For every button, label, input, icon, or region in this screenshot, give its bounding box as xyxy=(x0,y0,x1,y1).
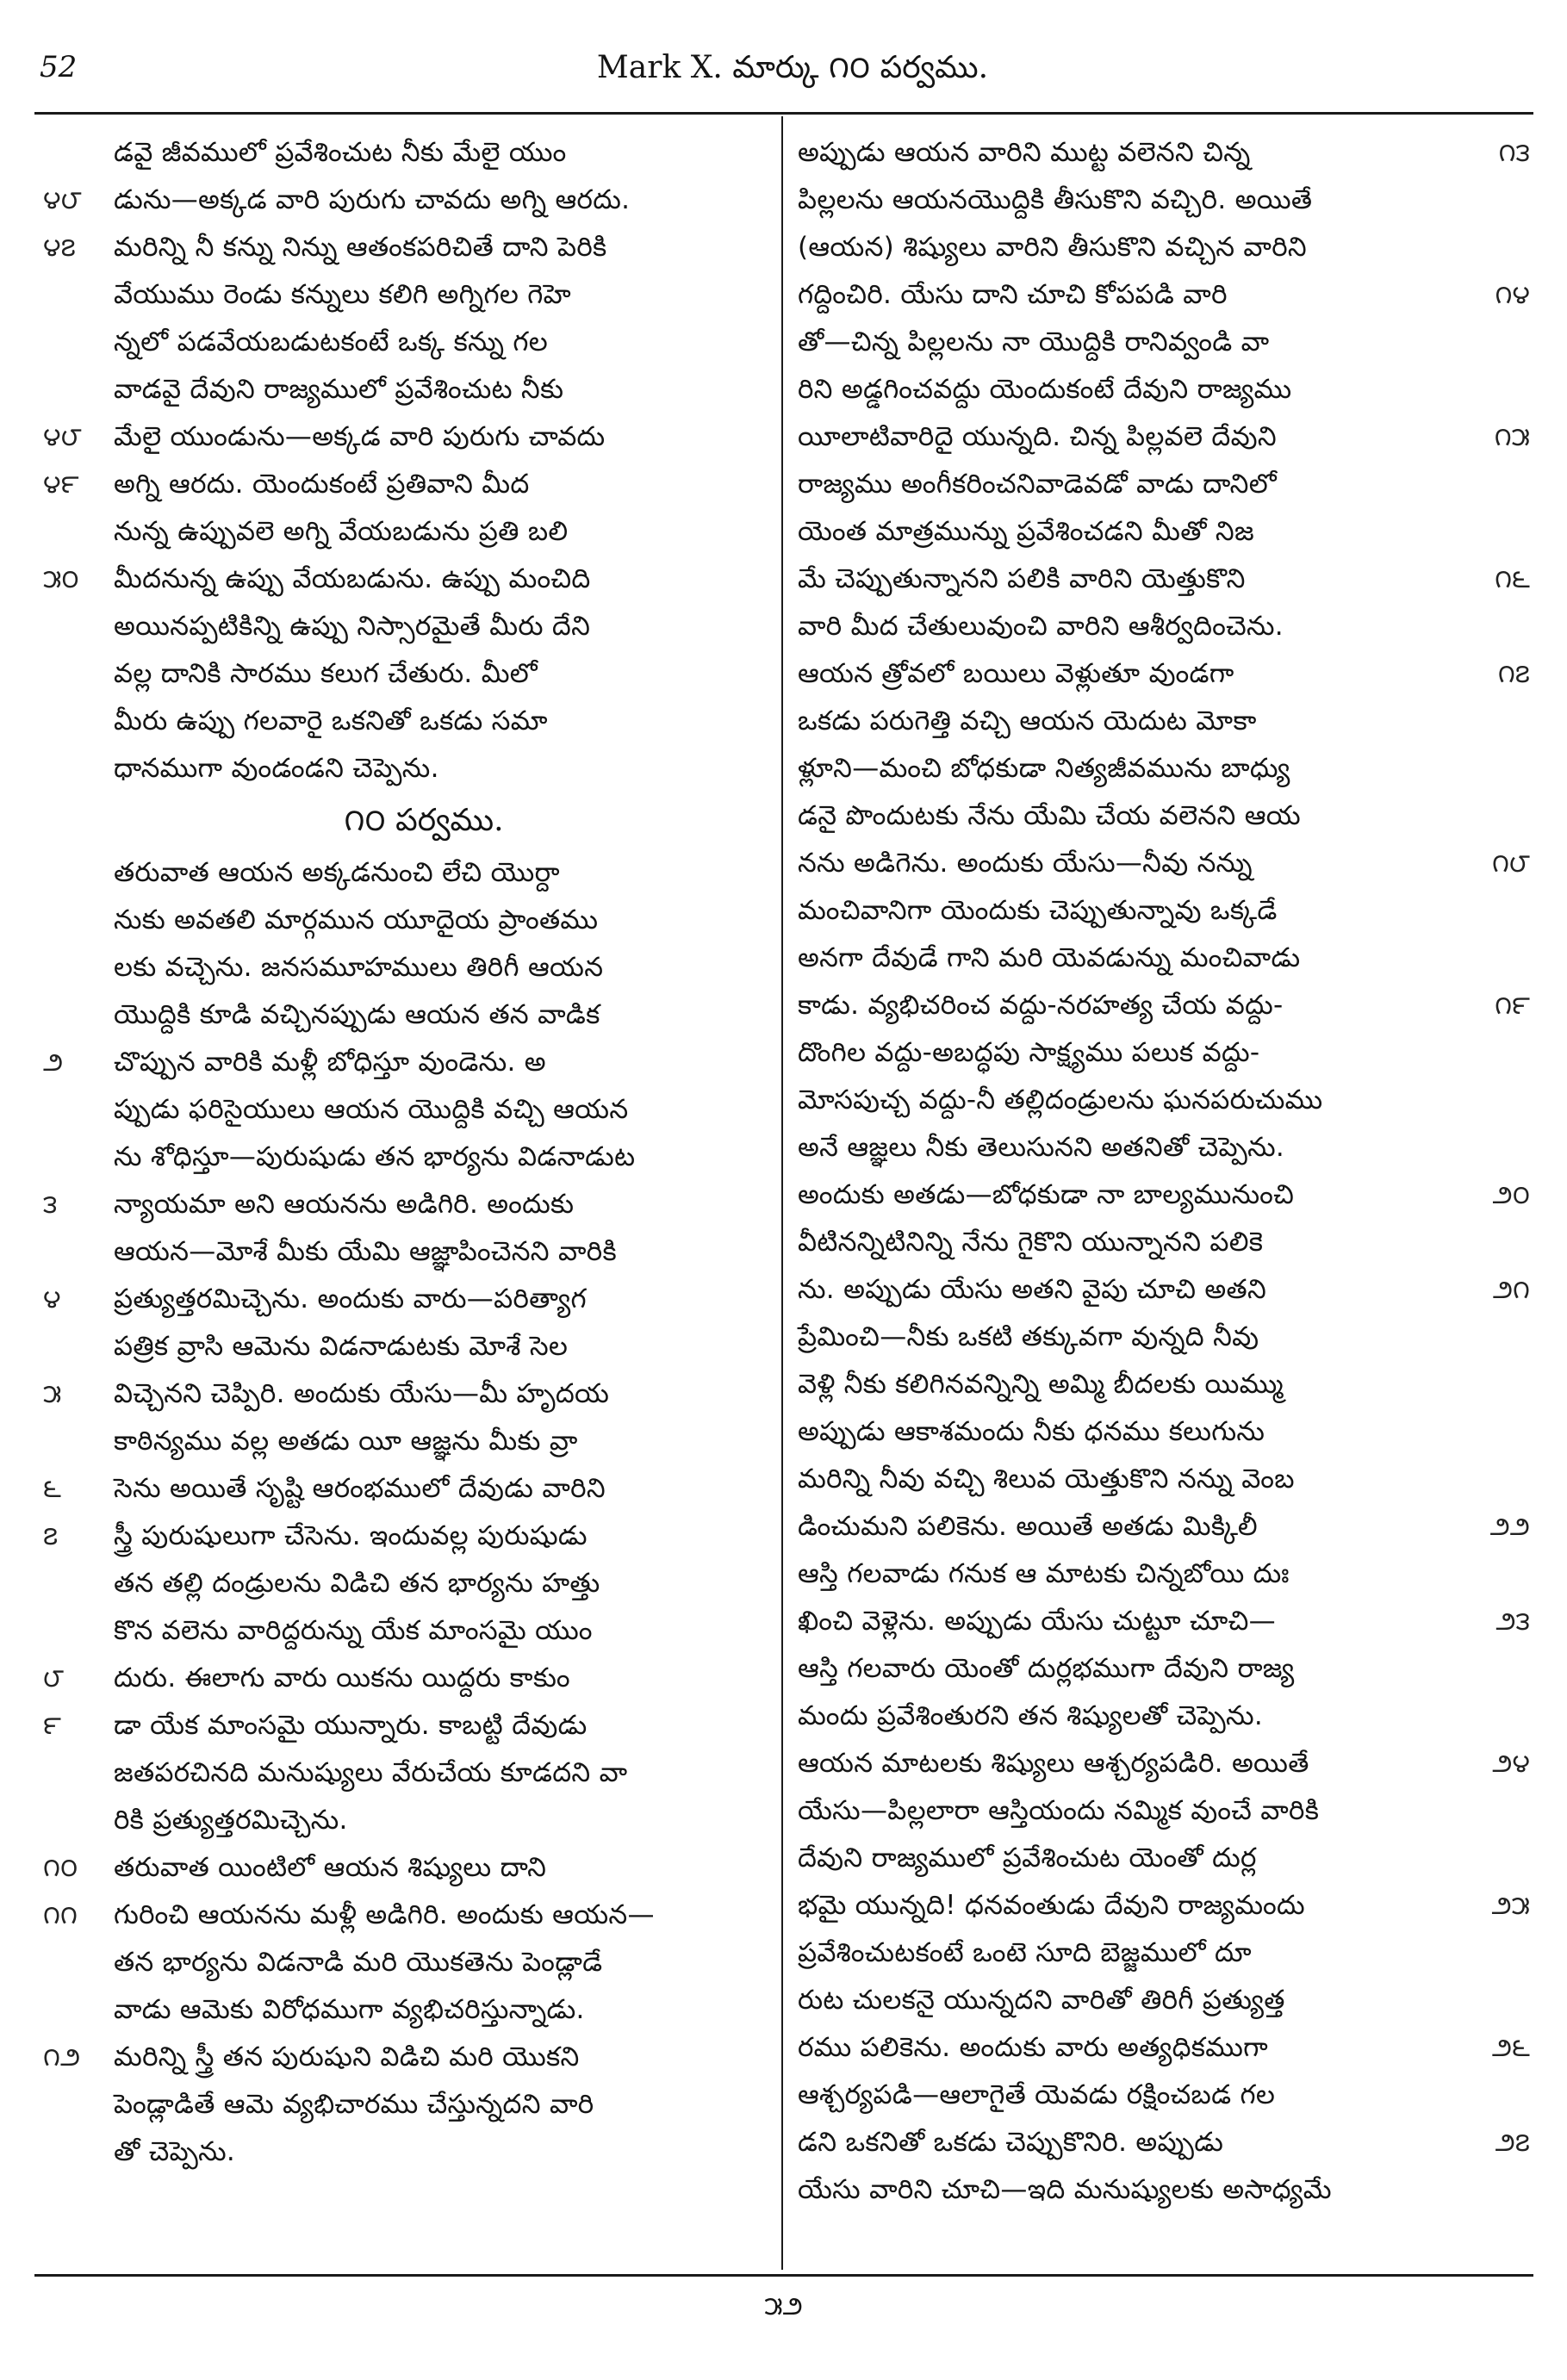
line-text: చొప్పున వారికి మళ్లీ బోధిస్తూ వుండెను. అ xyxy=(114,1047,546,1078)
verse-number: ౮ xyxy=(43,1663,65,1693)
line-text: విచ్చెనని చెప్పిరి. అందుకు యేసు—మీ హృదయ xyxy=(114,1378,610,1409)
line-text: ఒకడు పరుగెత్తి వచ్చి ఆయన యెదుట మోకా xyxy=(798,705,1257,736)
line-text: జతపరచినది మనుష్యులు వేరుచేయ కూడదని వా xyxy=(114,1757,628,1788)
text-line xyxy=(793,461,1533,508)
text-line xyxy=(793,2024,1533,2072)
line-text: ను శోధిస్తూ—పురుషుడు తన భార్యను విడనాడుట xyxy=(114,1141,636,1172)
line-text: డా యేక మాంసమై యున్నారు. కాబట్టి దేవుడు xyxy=(114,1710,588,1741)
text-line xyxy=(40,129,774,177)
text-line xyxy=(40,1276,774,1323)
text-line xyxy=(793,1361,1533,1408)
text-line xyxy=(793,2119,1533,2166)
verse-number: ౧౪ xyxy=(1495,280,1530,310)
text-line xyxy=(40,1370,774,1418)
line-text: దురు. ఈలాగు వారు యికను యిద్దరు కాకుం xyxy=(114,1662,570,1693)
text-line xyxy=(793,1266,1533,1314)
text-line xyxy=(793,413,1533,461)
line-text: సెను అయితే సృష్టి ఆరంభములో దేవుడు వారిని xyxy=(114,1473,606,1504)
text-line xyxy=(793,698,1533,745)
text-line xyxy=(40,849,774,897)
line-text: మరిన్ని నీ కన్ను నిన్ను ఆతంకపరిచితే దాని పెరికి xyxy=(114,232,607,263)
line-text: ఖించి వెళ్లెను. అప్పుడు యేసు చుట్టూ చూచి— xyxy=(798,1606,1276,1637)
text-line xyxy=(40,1844,774,1892)
line-text: తన భార్యను విడనాడి మరి యొకతెను పెండ్లాడే xyxy=(114,1947,603,1978)
text-line xyxy=(40,745,774,792)
verse-number: ౨౦ xyxy=(1492,1180,1530,1210)
line-text: మీరు ఉప్పు గలవారై ఒకనితో ఒకడు సమా xyxy=(114,705,548,736)
line-text: అగ్ని ఆరదు. యెందుకంటే ప్రతివాని మీద xyxy=(114,469,530,500)
line-text: తో చెప్పెను. xyxy=(114,2136,236,2167)
text-line xyxy=(40,177,774,224)
line-text: గద్దించిరి. యేసు దాని చూచి కోపపడి వారి xyxy=(798,279,1228,310)
line-text: న్నలో పడవేయబడుటకంటే ఒక్క కన్ను గల xyxy=(114,326,549,357)
verse-number: ౧౮ xyxy=(1491,848,1530,879)
line-text: వీటినన్నిటినిన్ని నేను గైకొని యున్నానని పలికె xyxy=(798,1227,1264,1258)
line-text: మందు ప్రవేశింతురని తన శిష్యులతో చెప్పెను. xyxy=(798,1700,1263,1731)
text-line xyxy=(40,1797,774,1844)
line-text: యేసు వారిని చూచి—ఇది మనుష్యులకు అసాధ్యమే xyxy=(798,2174,1332,2205)
verse-number: ౧౧ xyxy=(43,1900,78,1930)
line-text: ఆశ్చర్యపడి—ఆలాగైతే యెవడు రక్షించబడ గల xyxy=(798,2079,1276,2110)
line-text: దొంగిల వద్దు-అబద్ధపు సాక్ష్యము పలుక వద్దు- xyxy=(798,1037,1260,1068)
text-line xyxy=(40,508,774,556)
line-text: ఆయన—మోశే మీకు యేమి ఆజ్ఞాపించెనని వారికి xyxy=(114,1236,617,1267)
line-text: తో—చిన్న పిల్లలను నా యొద్దికి రానివ్వండి వా xyxy=(798,326,1270,357)
text-line xyxy=(40,603,774,650)
line-text: న్యాయమా అని ఆయనను అడిగిరి. అందుకు xyxy=(114,1189,575,1220)
left-column-top-verses xyxy=(40,129,774,792)
line-text: (ఆయన) శిష్యులు వారిని తీసుకొని వచ్చిన వారిని xyxy=(798,232,1307,263)
text-line xyxy=(40,2081,774,2128)
line-text: రుట చులకనై యున్నదని వారితో తిరిగీ ప్రత్యుత్త xyxy=(798,1985,1285,2016)
text-line xyxy=(793,1219,1533,1266)
text-line xyxy=(40,698,774,745)
verse-number: ౨౬ xyxy=(1491,2033,1530,2063)
text-line xyxy=(40,1323,774,1370)
line-text: రము పలికెను. అందుకు వారు అత్యధికముగా xyxy=(798,2032,1268,2063)
verse-number: ౪౮ xyxy=(43,185,82,215)
line-text: కాఠిన్యము వల్ల అతడు యీ ఆజ్ఞను మీకు వ్రా xyxy=(114,1426,578,1457)
line-text: డును—అక్కడ వారి పురుగు చావదు అగ్ని ఆరదు. xyxy=(114,184,631,215)
text-line xyxy=(793,745,1533,792)
line-text: డని ఒకనితో ఒకడు చెప్పుకొనిరి. అప్పుడు xyxy=(798,2127,1224,2158)
line-text: మరిన్ని స్త్రీ తన పురుషుని విడిచి మరి యొకని xyxy=(114,2041,580,2072)
right-column xyxy=(793,129,1533,2214)
text-line xyxy=(40,1465,774,1513)
line-text: డించుమని పలికెను. అయితే అతడు మిక్కిలీ xyxy=(798,1511,1258,1542)
text-line xyxy=(793,1029,1533,1077)
text-line xyxy=(793,887,1533,935)
line-text: ప్రేమించి—నీకు ఒకటి తక్కువగా వున్నది నీవు xyxy=(798,1321,1259,1352)
line-text: అప్పుడు ఆయన వారిని ముట్ట వలెనని చిన్న xyxy=(798,137,1251,168)
text-line xyxy=(40,1607,774,1655)
text-line xyxy=(40,556,774,603)
text-line xyxy=(793,840,1533,887)
footer-rule xyxy=(34,2274,1533,2277)
line-text: ఆయన మాటలకు శిష్యులు ఆశ్చర్యపడిరి. అయితే xyxy=(798,1748,1309,1779)
verse-number: ౧౨ xyxy=(43,2042,81,2072)
right-column-verses xyxy=(793,129,1533,2214)
line-text: మంచివానిగా యెందుకు చెప్పుతున్నావు ఒక్కడే xyxy=(798,895,1278,926)
line-text: రికి ప్రత్యుత్తరమిచ్చెను. xyxy=(114,1805,348,1836)
text-line xyxy=(793,271,1533,319)
text-line xyxy=(40,1228,774,1276)
text-line xyxy=(40,991,774,1039)
text-line xyxy=(40,944,774,991)
text-line xyxy=(793,2072,1533,2119)
line-text: ను. అప్పుడు యేసు అతని వైపు చూచి అతని xyxy=(798,1274,1267,1305)
text-line xyxy=(793,1835,1533,1882)
text-line xyxy=(40,1986,774,2034)
line-text: వేయుము రెండు కన్నులు కలిగి అగ్నిగల గెహె xyxy=(114,279,571,310)
text-line xyxy=(793,177,1533,224)
verse-number: ౪౭ xyxy=(43,233,76,263)
line-text: దేవుని రాజ్యములో ప్రవేశించుట యెంతో దుర్ల xyxy=(798,1842,1257,1874)
verse-number: ౭ xyxy=(43,1521,59,1551)
text-line xyxy=(40,1181,774,1228)
line-text: నను అడిగెను. అందుకు యేసు—నీవు నన్ను xyxy=(798,848,1253,879)
verse-number: ౨౩ xyxy=(1495,1606,1530,1637)
verse-number: ౨౧ xyxy=(1492,1275,1530,1305)
line-text: పిల్లలను ఆయనయొద్దికి తీసుకొని వచ్చిరి. అయితే xyxy=(798,184,1313,215)
verse-number: ౬ xyxy=(43,1474,61,1504)
line-text: రిని అడ్డగించవద్దు యెందుకంటే దేవుని రాజ్యము xyxy=(798,374,1292,405)
line-text: వెళ్లి నీకు కలిగినవన్నిన్ని అమ్మి బీదలకు యిమ్ము xyxy=(798,1369,1284,1400)
verse-number: ౪ xyxy=(43,1284,61,1314)
line-text: లకు వచ్చెను. జనసమూహములు తిరిగీ ఆయన xyxy=(114,952,604,983)
text-line xyxy=(40,1134,774,1181)
text-line xyxy=(793,1124,1533,1171)
text-line xyxy=(40,1418,774,1465)
verse-number: ౧౫ xyxy=(1494,422,1530,452)
line-text: గురించి ఆయనను మళ్లీ అడిగిరి. అందుకు ఆయన— xyxy=(114,1899,655,1930)
text-line xyxy=(40,897,774,944)
line-text: డనై పొందుటకు నేను యేమి చేయ వలెనని ఆయ xyxy=(798,800,1301,831)
text-line xyxy=(793,1077,1533,1124)
verse-number: ౨ xyxy=(43,1047,64,1078)
line-text: నున్న ఉప్పువలె అగ్ని వేయబడును ప్రతి బలి xyxy=(114,516,569,547)
verse-number: ౧౭ xyxy=(1497,659,1530,689)
line-text: వాడు ఆమెకు విరోధముగా వ్యభిచరిస్తున్నాడు. xyxy=(114,1994,585,2025)
text-line xyxy=(793,366,1533,413)
verse-number: ౧౦ xyxy=(43,1853,78,1883)
text-line xyxy=(40,224,774,271)
line-text: ప్రత్యుత్తరమిచ్చెను. అందుకు వారు—పరిత్యాగ xyxy=(114,1283,587,1314)
line-text: వల్ల దానికి సారము కలుగ చేతురు. మీలో xyxy=(114,658,538,689)
text-line xyxy=(793,1882,1533,1929)
text-line xyxy=(793,935,1533,982)
line-text: ళ్లూని—మంచి బోధకుడా నిత్యజీవమును బాధ్యు xyxy=(798,753,1290,784)
line-text: తరువాత ఆయన అక్కడనుంచి లేచి యొర్దా xyxy=(114,857,560,888)
left-column-bottom-verses xyxy=(40,849,774,2176)
text-line xyxy=(793,1550,1533,1598)
verse-number: ౨౨ xyxy=(1489,1512,1530,1542)
line-text: ఆస్తి గలవారు యెంతో దుర్లభముగా దేవుని రాజ్య xyxy=(798,1653,1295,1684)
line-text: తన తల్లి దండ్రులను విడిచి తన భార్యను హత్తు xyxy=(114,1568,600,1599)
text-line xyxy=(40,271,774,319)
text-line xyxy=(793,1598,1533,1645)
line-text: యెంత మాత్రమున్ను ప్రవేశించడని మీతో నిజ xyxy=(798,516,1254,547)
line-text: ధానముగా వుండండని చెప్పెను. xyxy=(114,753,439,784)
text-line xyxy=(793,982,1533,1029)
text-line xyxy=(40,1513,774,1560)
line-text: కాడు. వ్యభిచరించ వద్దు-నరహత్య చేయ వద్దు- xyxy=(798,990,1284,1021)
line-text: మోసపుచ్చ వద్దు-నీ తల్లిదండ్రులను ఘనపరుచుము xyxy=(798,1084,1323,1115)
verse-number: ౧౯ xyxy=(1495,991,1530,1021)
line-text: వాడవై దేవుని రాజ్యములో ప్రవేశించుట నీకు xyxy=(114,374,564,405)
line-text: కొన వలెను వారిద్దరున్ను యేక మాంసమై యుం xyxy=(114,1615,593,1646)
line-text: అయినప్పటికిన్ని ఉప్పు నిస్సారమైతే మీరు దేని xyxy=(114,611,591,642)
text-line xyxy=(793,1740,1533,1787)
verse-number: ౧౩ xyxy=(1498,138,1530,168)
verse-number: ౯ xyxy=(43,1711,61,1741)
page-number: 52 xyxy=(40,50,78,84)
line-text: ఆస్తి గలవాడు గనుక ఆ మాటకు చిన్నబోయి దుః xyxy=(798,1558,1290,1589)
line-text: మీదనున్న ఉప్పు వేయబడును. ఉప్పు మంచిది xyxy=(114,563,591,594)
verse-number: ౪౮ xyxy=(43,422,82,452)
verse-number: ౫౦ xyxy=(43,564,79,594)
text-line xyxy=(793,319,1533,366)
line-text: పత్రిక వ్రాసి ఆమెను విడనాడుటకు మోశే సెల xyxy=(114,1331,569,1362)
left-column xyxy=(40,129,774,2176)
text-line xyxy=(793,1456,1533,1503)
text-line xyxy=(40,650,774,698)
line-text: యీలాటివారిదై యున్నది. చిన్న పిల్లవలె దేవుని xyxy=(798,421,1277,452)
text-line xyxy=(40,1655,774,1702)
text-line xyxy=(40,1086,774,1134)
text-line xyxy=(40,1039,774,1086)
text-line xyxy=(40,2034,774,2081)
verse-number: ౨౪ xyxy=(1492,1749,1530,1779)
verse-number: ౫ xyxy=(43,1379,62,1409)
running-head: Mark X. మార్కు ౧౦ పర్వము. xyxy=(596,50,989,85)
verse-number: ౧౬ xyxy=(1495,564,1530,594)
line-text: తరువాత యింటిలో ఆయన శిష్యులు దాని xyxy=(114,1852,547,1883)
verse-number: ౪౯ xyxy=(43,469,79,500)
line-text: రాజ్యము అంగీకరించనివాడెవడో వాడు దానిలో xyxy=(798,469,1277,500)
text-line xyxy=(40,461,774,508)
text-line xyxy=(793,129,1533,177)
text-line xyxy=(793,1408,1533,1456)
line-text: అప్పుడు ఆకాశమందు నీకు ధనము కలుగును xyxy=(798,1416,1265,1447)
text-line xyxy=(793,1693,1533,1740)
line-text: మే చెప్పుతున్నానని పలికి వారిని యెత్తుకొని xyxy=(798,563,1246,594)
text-line xyxy=(40,1749,774,1797)
text-line xyxy=(40,413,774,461)
text-line xyxy=(793,556,1533,603)
verse-number: ౨౫ xyxy=(1491,1891,1530,1921)
line-text: అనే ఆజ్ఞలు నీకు తెలుసునని అతనితో చెప్పెను. xyxy=(798,1132,1285,1163)
verse-number: ౩ xyxy=(43,1190,58,1220)
text-line xyxy=(40,2128,774,2176)
text-line xyxy=(793,1645,1533,1693)
text-line xyxy=(793,1787,1533,1835)
signature-mark: ౫౨ xyxy=(764,2291,803,2321)
line-text: భమై యున్నది! ధనవంతుడు దేవుని రాజ్యమందు xyxy=(798,1890,1305,1921)
line-text: పెండ్లాడితే ఆమె వ్యభిచారము చేస్తున్నదని వారి xyxy=(114,2089,594,2120)
text-line xyxy=(793,603,1533,650)
text-line xyxy=(793,1314,1533,1361)
line-text: మేలై యుండును—అక్కడ వారి పురుగు చావదు xyxy=(114,421,606,452)
line-text: అందుకు అతడు—బోధకుడా నా బాల్యమునుంచి xyxy=(798,1179,1295,1210)
text-line xyxy=(40,1560,774,1607)
line-text: ప్రవేశించుటకంటే ఒంటె సూది బెజ్జములో దూ xyxy=(798,1937,1252,1968)
chapter-heading: ౧౦ పర్వము. xyxy=(344,803,504,838)
text-line xyxy=(793,1171,1533,1219)
text-line xyxy=(40,1702,774,1749)
line-text: ఆయన త్రోవలో బయిలు వెళ్లుతూ వుండగా xyxy=(798,658,1234,689)
text-line xyxy=(793,1503,1533,1550)
text-line xyxy=(793,792,1533,840)
line-text: యేసు—పిల్లలారా ఆస్తియందు నమ్మిక వుంచే వారికి xyxy=(798,1795,1320,1826)
text-line xyxy=(40,366,774,413)
line-text: స్త్రీ పురుషులుగా చేసెను. ఇందువల్ల పురుషుడు xyxy=(114,1520,588,1551)
text-line xyxy=(793,2166,1533,2214)
header-rule xyxy=(34,112,1533,115)
text-line xyxy=(793,1977,1533,2024)
line-text: అనగా దేవుడే గాని మరి యెవడున్ను మంచివాడు xyxy=(798,942,1301,973)
text-line xyxy=(793,1929,1533,1977)
line-text: ప్పుడు ఫరిసైయులు ఆయన యొద్దికి వచ్చి ఆయన xyxy=(114,1094,629,1125)
line-text: మరిన్ని నీవు వచ్చి శిలువ యెత్తుకొని నన్ను వెంబ xyxy=(798,1463,1295,1494)
line-text: వారి మీద చేతులువుంచి వారిని ఆశీర్వదించెను. xyxy=(798,611,1284,642)
line-text: యొద్దికి కూడి వచ్చినప్పుడు ఆయన తన వాడిక xyxy=(114,999,600,1030)
text-line xyxy=(793,508,1533,556)
column-divider xyxy=(781,116,783,2270)
text-line xyxy=(793,650,1533,698)
line-text: డవై జీవములో ప్రవేశించుట నీకు మేలై యుం xyxy=(114,137,567,168)
text-line xyxy=(40,319,774,366)
line-text: నుకు అవతలి మార్గమున యూదైయ ప్రాంతము xyxy=(114,904,599,935)
text-line xyxy=(40,1892,774,1939)
text-line xyxy=(793,224,1533,271)
text-line xyxy=(40,1939,774,1986)
verse-number: ౨౭ xyxy=(1495,2128,1530,2158)
